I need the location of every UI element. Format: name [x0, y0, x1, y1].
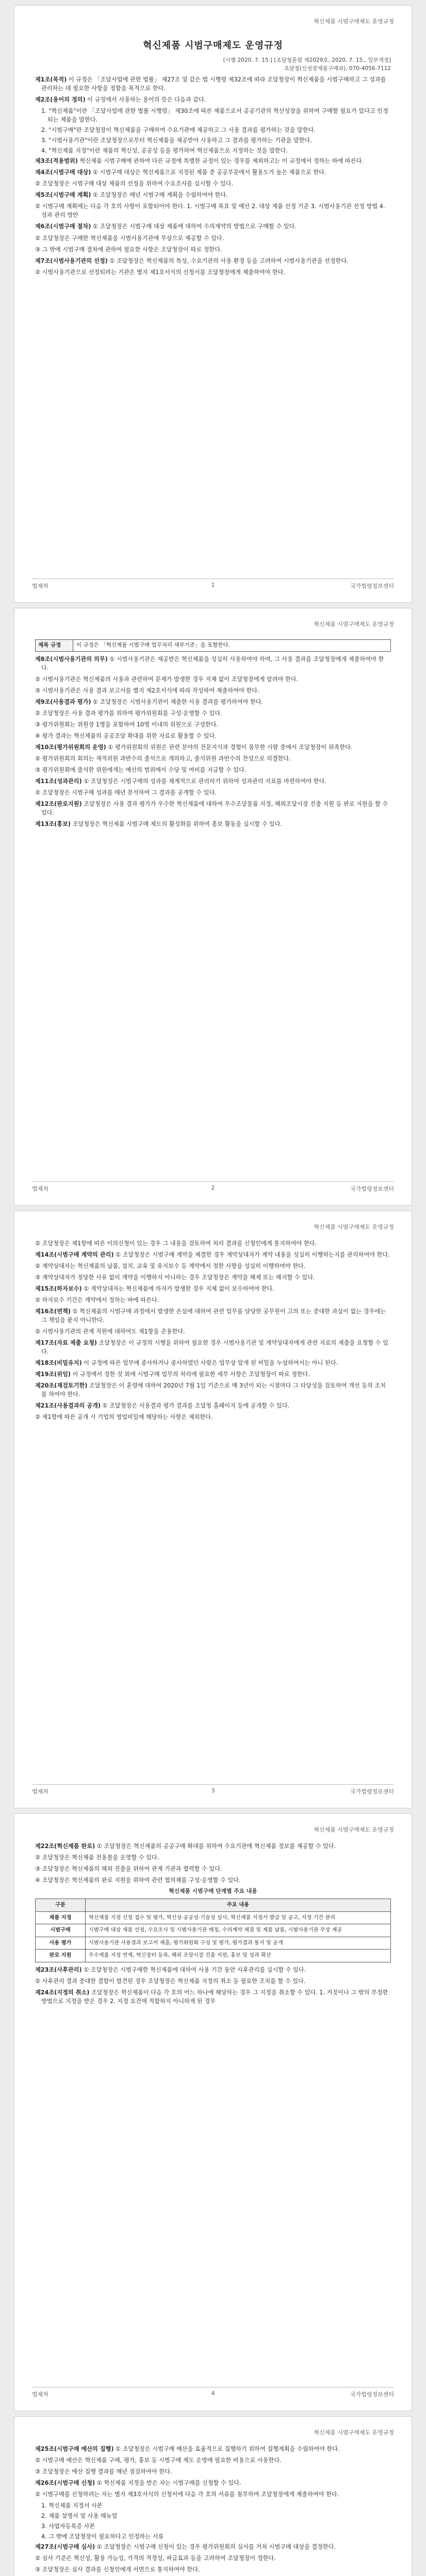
list-item: 4. "혁신제품 지정"이란 제품의 혁신성, 공공성 등을 평가하여 혁신제품으로 지정하는 것을 말한다.	[41, 147, 288, 155]
article-heading: 제23조(사후관리)	[35, 1966, 82, 1973]
article-heading: 제19조(위임)	[35, 1371, 71, 1378]
page-footer	[32, 579, 394, 589]
page-body	[35, 1239, 391, 1424]
article-text: 조달청장은 이 훈령에 대하여 2020년 7월 1일 기준으로 매 3년이 되는 시점마다 그 타당성을 검토하여 개선 등의 조치를 하여야 한다.	[41, 1382, 386, 1398]
footer-source: 법제처	[32, 1788, 48, 1795]
amendment-info: [시행 2020. 7. 15.] [조달청훈령 제2029호, 2020. 7. 15., 일부개정]	[223, 57, 391, 64]
article-text: ① 조달청장은 매년 시범구매 계획을 수립하여야 한다.	[91, 192, 228, 199]
article-heading: 제20조(재검토기한)	[35, 1382, 88, 1389]
article-paragraph	[35, 1262, 391, 1270]
article-text: ② 평가위원회의 회의는 재적위원 과반수의 출석으로 개의하고, 출석위원 과반수의 찬성으로 의결한다.	[35, 755, 291, 762]
article-text: ② 시범구매 예산은 혁신제품 구매, 평가, 홍보 등 시범구매 제도 운영에 필요한 비용으로 사용한다.	[35, 2457, 282, 2464]
page-number: 4	[211, 2390, 215, 2397]
article-heading: 제22조(혁신제품 판로)	[35, 1843, 95, 1850]
article-heading: 제26조(시범구매 신청)	[35, 2480, 95, 2487]
page-footer	[32, 1181, 394, 1192]
article-text: ① 조달청장은 시범구매한 혁신제품에 대하여 사용 기간 동안 사후관리를 실시할 수 있다.	[81, 1966, 306, 1973]
table-cell: 우수제품 지정 연계, 혁신장터 등록, 해외 조달시장 진출 지원, 홍보 및 성과 확산	[86, 1950, 391, 1962]
table-cell: 판로 지원	[36, 1950, 86, 1962]
department-contact: 조달청(신성장제품구매과), 070-4056-7112	[284, 65, 391, 72]
page-body	[35, 2445, 391, 2576]
article-text: ② 시범구매 계획에는 다음 각 호의 사항이 포함되어야 한다. 1. 시범구매 목표 및 예산 2. 대상 제품 선정 기준 3. 시범사용기관 선정 방법 4. 성과 관리 방안	[35, 203, 385, 219]
article-paragraph	[35, 1977, 391, 1986]
footer-source: 법제처	[32, 1185, 48, 1192]
article-text: ③ 평가위원회에 출석한 위원에게는 예산의 범위에서 수당 및 여비를 지급할 수 있다.	[35, 767, 247, 774]
article-paragraph	[35, 1239, 391, 1248]
article-text: 조달청장은 사용 결과 평가가 우수한 혁신제품에 대하여 우수조달물품 지정, 해외조달시장 진출 지원 등 판로 지원을 할 수 있다.	[41, 801, 388, 817]
notice-box-label: 제목 규정	[36, 640, 73, 651]
article-text: ① 조달청장은 시범구매 대상 제품에 대하여 수의계약의 방법으로 구매할 수 있다.	[91, 223, 297, 230]
footer-center-name: 국가법령정보센터	[350, 1788, 394, 1795]
table-cell: 제품 지정	[36, 1911, 86, 1924]
article-paragraph	[35, 2490, 391, 2499]
table-cell: 혁신제품 지정 신청 접수 및 평가, 혁신성·공공성·기술성 심사, 혁신제품 지정서 발급 및 공고, 지정 기간 관리	[86, 1911, 391, 1924]
article-paragraph	[35, 1401, 391, 1410]
article-paragraph	[35, 1413, 391, 1421]
article-paragraph	[35, 95, 391, 104]
footer-center-name: 국가법령정보센터	[350, 1185, 394, 1192]
page-body	[35, 1842, 391, 2008]
article-text: ③ 조달청장은 혁신제품의 해외 진출을 위하여 관계 기관과 협력할 수 있다.	[35, 1866, 222, 1873]
article-text: 이 규정에서 사용하는 용어의 뜻은 다음과 같다.	[85, 96, 206, 104]
table-cell: 시범구매	[36, 1924, 86, 1937]
list-item: 2. "시범구매"란 조달청장이 혁신제품을 구매하여 수요기관에 제공하고 그 사용 결과를 평가하는 것을 말한다.	[41, 127, 316, 134]
article-paragraph	[35, 800, 391, 817]
article-text: ① 조달청장은 사용결과 평가 결과를 조달청 홈페이지 등에 공개할 수 있다.	[100, 1402, 290, 1410]
article-text: ① 혁신제품 지정을 받은 자는 시범구매를 신청할 수 있다.	[95, 2480, 241, 2487]
article-paragraph	[35, 1965, 391, 1974]
article-paragraph	[35, 754, 391, 763]
article-text: ① 조달청장은 시범구매 계약을 체결한 경우 계약상대자가 계약 내용을 성실히 이행하는지를 관리하여야 한다.	[113, 1251, 390, 1259]
article-paragraph	[35, 820, 391, 828]
article-text: ② 하자보수 기간은 계약에서 정하는 바에 따른다.	[35, 1297, 159, 1304]
article-text: 조달청장은 혁신제품이 다음 각 호의 어느 하나에 해당하는 경우 그 지정을 취소할 수 있다. 1. 거짓이나 그 밖의 부정한 방법으로 지정을 받은 경우 2. 지정 요건에 적합하지 아니하게 된 경우	[41, 1989, 388, 2005]
article-paragraph	[35, 1273, 391, 1282]
footer-source: 법제처	[32, 2391, 48, 2398]
table-caption: 혁신제품 시범구매 단계별 주요 내용	[169, 1888, 257, 1895]
article-paragraph	[35, 655, 391, 672]
article-paragraph	[35, 2565, 391, 2574]
footer-source: 법제처	[32, 583, 48, 589]
article-heading: 제25조(시범구매 예산의 집행)	[35, 2446, 114, 2452]
notice-box-text: 이 규정은 「혁신제품 시범구매 업무처리 세부기준」을 포함한다.	[76, 642, 230, 648]
article-heading: 제21조(사용결과의 공개)	[35, 1402, 101, 1410]
page-body	[35, 33, 391, 279]
document-page	[14, 608, 412, 1206]
article-paragraph	[35, 234, 391, 243]
article-paragraph	[35, 1327, 391, 1336]
article-text: ① 조달청장은 시범구매의 성과를 체계적으로 관리하기 위하여 성과관리 지표를 마련하여야 한다.	[81, 778, 326, 785]
article-heading: 제8조(시범사용기관의 의무)	[35, 655, 108, 663]
article-text: ② 조달청장은 구매한 혁신제품을 시범사용기관에 무상으로 제공할 수 있다.	[35, 234, 224, 242]
document-page	[14, 5, 412, 603]
list-item: 1. 혁신제품 지정서 사본	[41, 2502, 103, 2510]
article-text: ④ 조달청장은 혁신제품의 판로 지원을 위하여 관련 협의체를 구성·운영할 수 있다.	[35, 1877, 241, 1884]
table-row	[36, 1924, 391, 1937]
article-paragraph	[35, 1865, 391, 1873]
article-heading: 제17조(자료 제출 요청)	[35, 1340, 97, 1347]
article-text: ② 사후관리 결과 중대한 결함이 발견된 경우 조달청장은 혁신제품 지정의 취소 등 필요한 조치를 할 수 있다.	[35, 1977, 306, 1985]
article-text: ③ 조달청장은 예산 집행 결과를 매년 점검하여야 한다.	[35, 2468, 172, 2476]
article-text: ③ 그 밖에 시범구매 절차에 관하여 필요한 사항은 조달청장이 따로 정한다.	[35, 246, 222, 253]
notice-box	[35, 639, 391, 652]
table-header-row	[36, 1899, 391, 1912]
article-text: ① 계약상대자는 혁신제품에 하자가 발생한 경우 지체 없이 보수하여야 한다.	[81, 1285, 275, 1293]
article-paragraph	[35, 2456, 391, 2465]
article-text: ② 조달청장은 혁신제품 전용몰을 운영할 수 있다.	[35, 1854, 159, 1861]
article-text: ① 시범구매 대상은 혁신제품으로 지정된 제품 중 공공부문에서 활용도가 높은 제품으로 한다.	[91, 169, 326, 176]
article-heading: 제12조(판로지원)	[35, 801, 82, 808]
article-text: ③ 계약상대자가 정당한 사유 없이 계약을 이행하지 아니하는 경우 조달청장은 계약을 해제 또는 해지할 수 있다.	[35, 1274, 315, 1281]
article-paragraph	[35, 698, 391, 706]
article-paragraph	[35, 2445, 391, 2453]
article-text: ② 제1항에 따른 공개 시 기업의 영업비밀에 해당하는 사항은 제외한다.	[35, 1414, 213, 1421]
article-heading: 제15조(하자보수)	[35, 1285, 82, 1293]
article-text: 혁신제품 시범구매에 관하여 다른 규정에 특별한 규정이 있는 경우를 제외하고는 이 규정에서 정하는 바에 따른다.	[77, 158, 364, 165]
article-heading: 제10조(평가위원회의 운영)	[35, 744, 106, 751]
article-paragraph	[35, 777, 391, 786]
page-footer	[32, 1784, 394, 1794]
article-heading: 제11조(성과관리)	[35, 778, 82, 785]
article-text: ① 조달청장은 혁신제품의 공공구매 확대를 위하여 수요기관에 혁신제품 정보를 제공할 수 있다.	[95, 1843, 336, 1850]
article-paragraph	[35, 1359, 391, 1367]
page-body	[35, 636, 391, 831]
table-row	[36, 1937, 391, 1950]
article-paragraph	[35, 1853, 391, 1862]
article-paragraph	[35, 257, 391, 265]
article-text: ② 시범사용기관으로 선정되려는 기관은 별지 제1호서식의 신청서를 조달청장에게 제출하여야 한다.	[35, 268, 285, 276]
article-paragraph	[35, 788, 391, 797]
article-paragraph	[35, 720, 391, 729]
table-header-cell: 주요 내용	[86, 1899, 391, 1912]
article-paragraph	[35, 2479, 391, 2487]
document-page	[14, 1814, 412, 2411]
article-paragraph	[35, 268, 391, 277]
article-paragraph	[35, 191, 391, 199]
article-paragraph	[35, 1338, 391, 1356]
page-header: 혁신제품 시범구매제도 운영규정	[314, 2429, 394, 2436]
table-header-cell: 구분	[36, 1899, 86, 1912]
article-paragraph	[35, 743, 391, 752]
article-text: ② 조달청장은 제1항에 따른 이의신청이 있는 경우 그 내용을 검토하여 처리 결과를 신청인에게 통지하여야 한다.	[35, 1240, 317, 1247]
article-heading: 제1조(목적)	[35, 76, 67, 83]
article-text: ① 시범사용기관은 제공받은 혁신제품을 성실히 사용하여야 하며, 그 사용 결과를 조달청장에게 제출하여야 한다.	[41, 655, 384, 671]
article-paragraph	[35, 222, 391, 231]
article-heading: 제18조(비밀유지)	[35, 1360, 82, 1367]
article-paragraph	[35, 1250, 391, 1259]
article-paragraph	[35, 2467, 391, 2476]
table-row	[36, 1950, 391, 1962]
article-paragraph	[35, 1988, 391, 2006]
article-paragraph	[35, 732, 391, 740]
page-footer	[32, 2387, 394, 2397]
article-text: ① 조달청장은 혁신제품의 특성, 수요기관의 사용 환경 등을 고려하여 시범사용기관을 선정한다.	[107, 257, 349, 264]
article-text: ① 평가위원회의 위원은 관련 분야의 전문지식과 경험이 풍부한 사람 중에서 조달청장이 위촉한다.	[106, 744, 353, 751]
article-text: 조달청장은 혁신제품 시범구매 제도의 활성화를 위하여 홍보 활동을 실시할 수 있다.	[71, 821, 283, 828]
article-paragraph	[35, 1284, 391, 1293]
article-paragraph	[35, 1876, 391, 1885]
article-paragraph	[35, 157, 391, 165]
list-item: 2. 제품 설명서 및 사용 매뉴얼	[41, 2513, 118, 2520]
stage-table	[35, 1899, 391, 1962]
article-text: ② 시범구매를 신청하려는 자는 별지 제3호서식의 신청서에 다음 각 호의 서류를 첨부하여 조달청장에게 제출하여야 한다.	[35, 2491, 339, 2498]
table-cell: 시범구매 대상 제품 선정, 수요조사 및 시범사용기관 매칭, 수의계약 체결 및 제품 납품, 시범사용기관 무상 제공	[86, 1924, 391, 1937]
article-paragraph	[35, 766, 391, 774]
article-paragraph	[35, 2543, 391, 2551]
article-text: ③ 평가위원회는 위원장 1명을 포함하여 10명 이내의 위원으로 구성한다.	[35, 721, 219, 728]
article-text: ④ 평가 결과는 혁신제품의 공공조달 확대를 위한 자료로 활용할 수 있다.	[35, 733, 217, 740]
page-number: 1	[211, 582, 215, 588]
article-paragraph	[35, 1307, 391, 1325]
article-heading: 제27조(시범구매 심사)	[35, 2544, 95, 2551]
document-page	[14, 1211, 412, 1808]
article-heading: 제5조(시범구매 계획)	[35, 192, 91, 199]
page-header: 혁신제품 시범구매제도 운영규정	[314, 18, 394, 25]
article-paragraph	[35, 75, 391, 93]
footer-center-name: 국가법령정보센터	[350, 583, 394, 589]
article-paragraph	[35, 675, 391, 684]
list-item: 1. "혁신제품"이란 「조달사업에 관한 법률 시행령」 제30조에 따른 제품으로서 공공기관의 혁신성장을 위하여 구매할 필요가 있다고 인정되는 제품을 말한다.	[41, 108, 388, 124]
article-text: ② 조달청장은 시범구매 대상 제품의 선정을 위하여 수요조사를 실시할 수 있다.	[35, 180, 234, 188]
article-text: ① 조달청장은 시범구매 신청이 있는 경우 평가위원회의 심사를 거쳐 시범구매 대상을 결정한다.	[95, 2544, 336, 2551]
article-heading: 제9조(사용결과 평가)	[35, 699, 91, 706]
article-text: ② 시범사용기관의 관계 직원에 대하여도 제1항을 준용한다.	[35, 1328, 185, 1335]
article-paragraph	[35, 1842, 391, 1851]
article-paragraph	[35, 168, 391, 177]
table-row	[36, 1911, 391, 1924]
article-paragraph	[35, 2554, 391, 2563]
article-heading: 제4조(시범구매 대상)	[35, 169, 91, 176]
article-paragraph	[35, 709, 391, 718]
page-number: 3	[211, 1787, 215, 1794]
article-text: ③ 조달청장은 심사 결과를 신청인에게 서면으로 통지하여야 한다.	[35, 2566, 200, 2573]
document-page	[14, 2416, 412, 2576]
article-text: ② 시범사용기관은 혁신제품의 사용과 관련하여 문제가 발생한 경우 지체 없이 조달청장에게 알려야 한다.	[35, 675, 299, 683]
list-item: 4. 그 밖에 조달청장이 필요하다고 인정하는 서류	[41, 2533, 164, 2540]
page-header: 혁신제품 시범구매제도 운영규정	[314, 621, 394, 628]
article-text: ② 조달청장은 사용 결과 평가를 위하여 평가위원회를 구성·운영할 수 있다.	[35, 710, 222, 717]
article-heading: 제14조(시범구매 계약의 관리)	[35, 1251, 114, 1259]
article-heading: 제6조(시범구매 절차)	[35, 223, 91, 230]
article-text: ③ 시범사용기관은 사용 결과 보고서를 별지 제2호서식에 따라 작성하여 제출하여야 한다.	[35, 687, 259, 694]
document-title: 혁신제품 시범구매제도 운영규정	[143, 40, 283, 51]
article-text: 이 규정에 따른 업무에 종사하거나 종사하였던 사람은 업무상 알게 된 비밀을 누설하여서는 아니 된다.	[81, 1360, 338, 1367]
page-number: 2	[211, 1184, 215, 1191]
article-text: ② 심사 기준은 혁신성, 활용 가능성, 가격의 적정성, 파급효과 등을 고려하여 조달청장이 정한다.	[35, 2555, 276, 2562]
article-heading: 제13조(홍보)	[35, 821, 71, 828]
article-heading: 제2조(용어의 정의)	[35, 96, 86, 104]
article-paragraph	[35, 1370, 391, 1379]
article-heading: 제7조(시범사용기관의 선정)	[35, 257, 108, 264]
list-item: 3. 사업자등록증 사본	[41, 2523, 95, 2530]
list-item: 3. "시범사용기관"이란 조달청장으로부터 혁신제품을 제공받아 사용하고 그 결과를 평가하는 기관을 말한다.	[41, 137, 312, 144]
article-paragraph	[35, 202, 391, 219]
article-heading: 제3조(적용범위)	[35, 158, 78, 165]
page-header: 혁신제품 시범구매제도 운영규정	[314, 1826, 394, 1833]
article-paragraph	[35, 686, 391, 695]
article-text: ② 계약상대자는 혁신제품의 납품, 설치, 교육 및 유지보수 등 계약에서 정한 사항을 성실히 이행하여야 한다.	[35, 1263, 306, 1270]
article-text: ② 조달청장은 시범구매 성과를 매년 분석하여 그 결과를 공개할 수 있다.	[35, 789, 217, 796]
article-text: ① 혁신제품의 시범구매 과정에서 발생한 손실에 대하여 관련 업무를 담당한 공무원이 고의 또는 중대한 과실이 없는 경우에는 그 책임을 묻지 아니한다.	[41, 1308, 386, 1324]
page-header: 혁신제품 시범구매제도 운영규정	[314, 1224, 394, 1230]
article-paragraph	[35, 179, 391, 188]
article-text: 조달청장은 이 규정의 시행을 위하여 필요한 경우 시범사용기관 및 계약상대자에게 관련 자료의 제출을 요청할 수 있다.	[41, 1340, 388, 1355]
table-cell: 시범사용기관 사용결과 보고서 제출, 평가위원회 구성 및 평가, 평가결과 통지 및 공개	[86, 1937, 391, 1950]
article-text: 이 규정은 「조달사업에 관한 법률」 제27조 및 같은 법 시행령 제32조에 따라 조달청장이 혁신제품을 시범구매하고 그 성과를 관리하는 데 필요한 사항을 정함을 목적으로 한다.	[41, 76, 386, 92]
article-heading: 제24조(지정의 취소)	[35, 1989, 90, 1996]
article-paragraph	[35, 1381, 391, 1399]
article-text: ① 조달청장은 시범구매 예산을 효율적으로 집행하기 위하여 집행계획을 수립하여야 한다.	[113, 2446, 340, 2452]
footer-center-name: 국가법령정보센터	[350, 2391, 394, 2398]
article-text: 이 규정에서 정한 것 외에 시범구매 업무의 처리에 필요한 세부 사항은 조달청장이 따로 정한다.	[71, 1371, 310, 1378]
article-paragraph	[35, 245, 391, 254]
article-heading: 제16조(면책)	[35, 1308, 71, 1315]
table-cell: 사용 평가	[36, 1937, 86, 1950]
article-paragraph	[35, 1296, 391, 1304]
article-text: ① 조달청장은 시범사용기관이 제출한 사용 결과를 평가하여야 한다.	[91, 699, 264, 706]
